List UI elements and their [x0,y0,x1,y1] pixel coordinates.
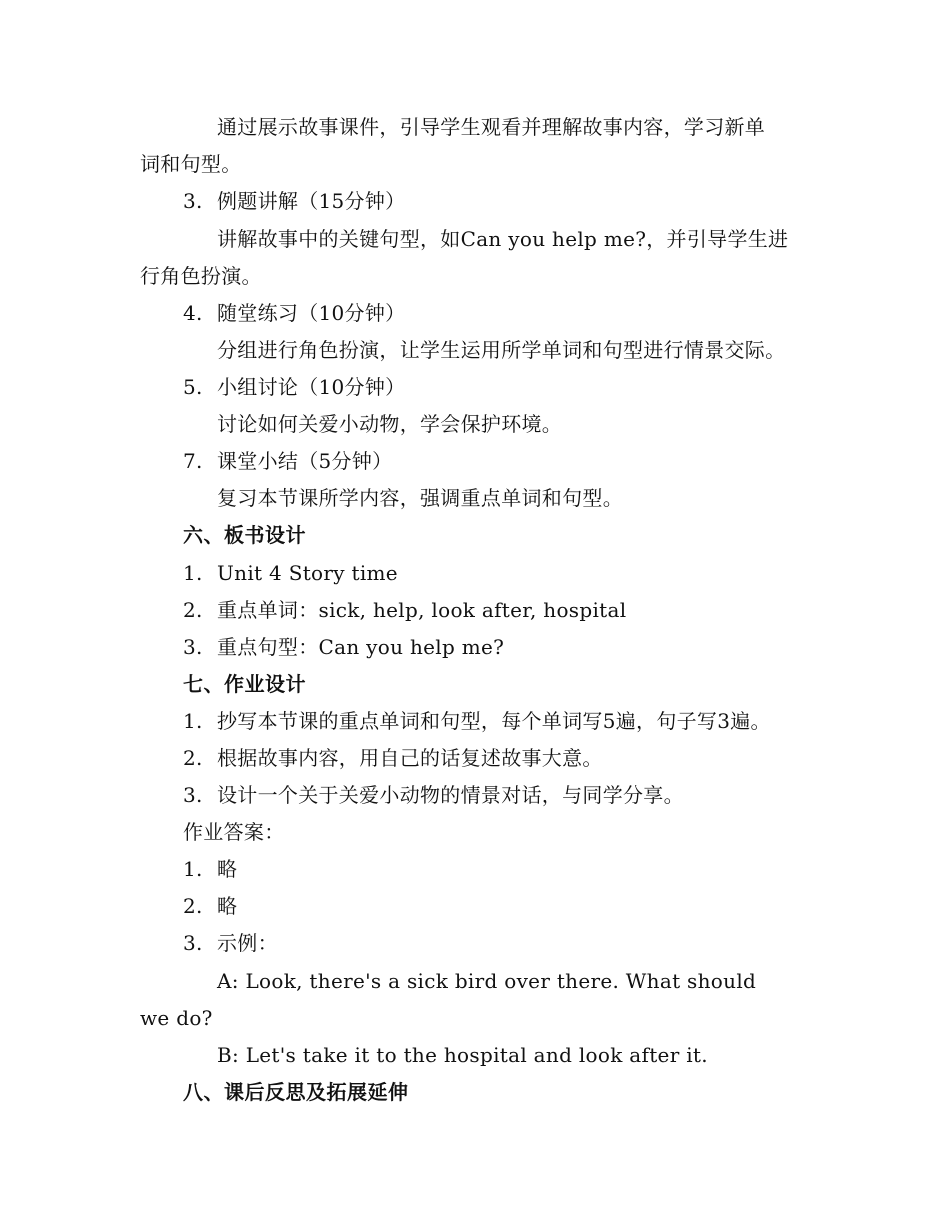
step-3-title [183,188,405,214]
step-3-desc-line-1: 讲解故事中的关键句型，如Can you help me?，并引导学生进 [217,227,789,251]
section-6-heading: 六、板书设计 [183,523,306,547]
dialog-a-line-2: we do? [140,1006,213,1030]
item-number: 1. [183,709,203,733]
step-4-title [183,300,405,326]
intro-line-1: 通过展示故事课件，引导学生观看并理解故事内容，学习新单 [217,115,766,139]
item-number: 1. [183,561,203,585]
step-number: 3. [183,189,203,213]
item-number: 1. [183,857,203,881]
item-number: 2. [183,894,203,918]
item-text: 略 [217,894,238,918]
step-7-title [183,448,392,474]
step-4-desc: 分组进行角色扮演，让学生运用所学单词和句型进行情景交际。 [217,338,786,362]
section-8-heading: 八、课后反思及拓展延伸 [183,1080,409,1104]
answer-item-3 [183,930,278,956]
item-number: 3. [183,783,203,807]
item-text: Unit 4 Story time [217,561,398,585]
answers-label: 作业答案： [183,820,285,844]
step-5-title [183,374,405,400]
item-number: 3. [183,931,203,955]
board-item-2 [183,597,626,623]
step-number: 4. [183,301,203,325]
answer-item-1 [183,856,237,882]
item-text: 重点单词：sick, help, look after, hospital [217,598,627,622]
homework-item-1 [183,708,771,734]
step-5-desc: 讨论如何关爱小动物，学会保护环境。 [217,412,563,436]
step-title: 课堂小结（5分钟） [217,449,393,473]
step-number: 7. [183,449,203,473]
step-7-desc: 复习本节课所学内容，强调重点单词和句型。 [217,486,623,510]
homework-item-2 [183,745,603,771]
board-item-3 [183,634,504,660]
dialog-a-line-1: A: Look, there's a sick bird over there. What should [217,969,757,993]
homework-item-3 [183,782,684,808]
dialog-b-line: B: Let's take it to the hospital and look after it. [217,1043,708,1067]
step-title: 小组讨论（10分钟） [217,375,406,399]
item-text: 重点句型：Can you help me? [217,635,505,659]
section-7-heading: 七、作业设计 [183,672,306,696]
step-3-desc-line-2: 行角色扮演。 [140,264,262,288]
item-number: 2. [183,746,203,770]
item-number: 3. [183,635,203,659]
intro-line-2: 词和句型。 [140,152,242,176]
board-item-1 [183,560,398,586]
item-text: 略 [217,857,238,881]
item-text: 抄写本节课的重点单词和句型，每个单词写5遍，句子写3遍。 [217,709,771,733]
item-text: 设计一个关于关爱小动物的情景对话，与同学分享。 [217,783,684,807]
step-title: 例题讲解（15分钟） [217,189,406,213]
step-title: 随堂练习（10分钟） [217,301,406,325]
item-number: 2. [183,598,203,622]
item-text: 根据故事内容，用自己的话复述故事大意。 [217,746,603,770]
item-text: 示例： [217,931,278,955]
step-number: 5. [183,375,203,399]
answer-item-2 [183,893,237,919]
